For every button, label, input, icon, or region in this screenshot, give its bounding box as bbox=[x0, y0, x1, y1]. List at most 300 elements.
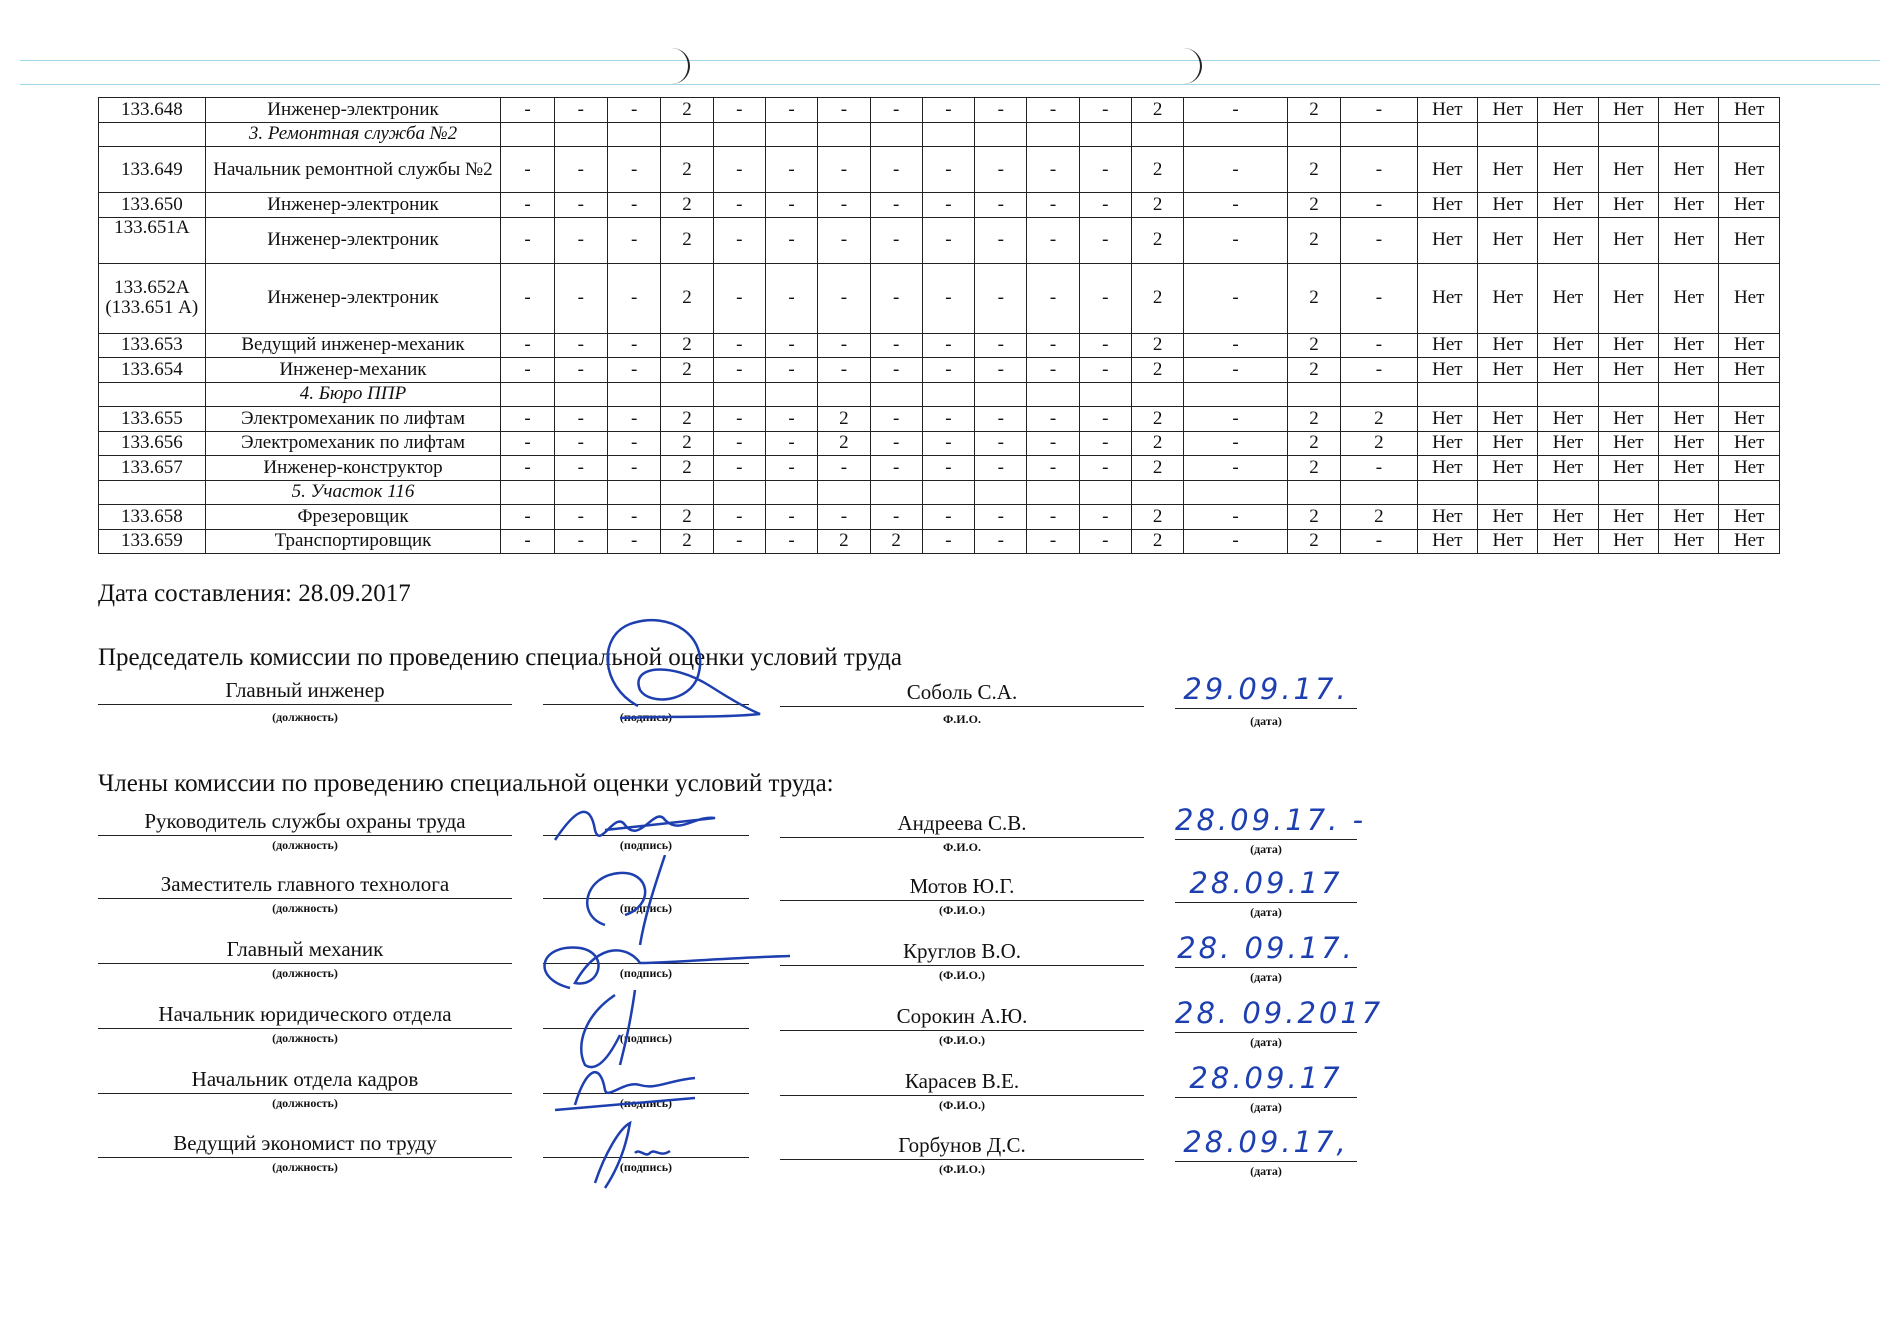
factor-cell: - bbox=[1341, 147, 1417, 193]
section-title: 4. Бюро ППР bbox=[205, 382, 501, 407]
job-title: Ведущий инженер-механик bbox=[205, 333, 501, 358]
factor-cell: - bbox=[713, 431, 765, 456]
name-caption: (Ф.И.О.) bbox=[939, 1098, 985, 1112]
member-position-field bbox=[98, 1067, 512, 1110]
job-title: Фрезеровщик bbox=[205, 505, 501, 530]
factor-cell: Нет bbox=[1417, 217, 1477, 263]
factor-cell: 2 bbox=[1131, 358, 1183, 383]
factor-cell: - bbox=[818, 98, 870, 123]
table-row bbox=[99, 407, 1780, 432]
factor-cell: - bbox=[765, 147, 817, 193]
factor-cell: Нет bbox=[1478, 529, 1538, 554]
workplace-code: 133.658 bbox=[99, 505, 206, 530]
factor-cell: - bbox=[818, 505, 870, 530]
factor-cell: Нет bbox=[1598, 431, 1658, 456]
factor-cell: - bbox=[922, 193, 974, 218]
factor-cell: - bbox=[608, 263, 661, 333]
member-date-field bbox=[1175, 996, 1384, 1049]
factor-cell: - bbox=[554, 98, 607, 123]
factor-cell: - bbox=[975, 407, 1027, 432]
factor-cell: 2 bbox=[1287, 407, 1340, 432]
member-signature-field bbox=[543, 1093, 749, 1110]
factor-cell: Нет bbox=[1719, 505, 1780, 530]
factor-cell: Нет bbox=[1598, 407, 1658, 432]
empty-cell bbox=[1287, 122, 1340, 147]
member-position-field bbox=[98, 1131, 512, 1174]
factor-cell: 2 bbox=[1131, 333, 1183, 358]
workplace-code: 133.648 bbox=[99, 98, 206, 123]
section-title: 5. Участок 116 bbox=[205, 480, 501, 505]
punch-guide-line bbox=[20, 84, 1880, 85]
member-handwritten-date: 28. 09.2017 bbox=[1175, 996, 1384, 1030]
factor-cell: - bbox=[501, 431, 554, 456]
empty-cell bbox=[1184, 382, 1288, 407]
factor-cell: - bbox=[1079, 431, 1131, 456]
job-title: Начальник ремонтной службы №2 bbox=[205, 147, 501, 193]
member-position-field bbox=[98, 937, 512, 980]
member-name-field bbox=[780, 1004, 1144, 1047]
empty-cell bbox=[765, 480, 817, 505]
factor-cell: 2 bbox=[1341, 431, 1417, 456]
empty-cell bbox=[1131, 122, 1183, 147]
factor-cell: - bbox=[975, 505, 1027, 530]
factor-cell: 2 bbox=[1341, 407, 1417, 432]
table-row bbox=[99, 263, 1780, 333]
factor-cell: - bbox=[870, 456, 922, 481]
empty-cell bbox=[1598, 122, 1658, 147]
member-name-field bbox=[780, 1133, 1144, 1176]
member-name: Сорокин А.Ю. bbox=[896, 1004, 1028, 1028]
factor-cell: - bbox=[501, 407, 554, 432]
factor-cell: 2 bbox=[1131, 147, 1183, 193]
table-row bbox=[99, 98, 1780, 123]
chairman-name-field bbox=[780, 680, 1144, 726]
factor-cell: 2 bbox=[1131, 505, 1183, 530]
compilation-date: Дата составления: 28.09.2017 bbox=[98, 580, 411, 607]
factor-cell: Нет bbox=[1659, 98, 1719, 123]
factor-cell: 2 bbox=[661, 333, 713, 358]
factor-cell: - bbox=[713, 333, 765, 358]
factor-cell: - bbox=[1341, 333, 1417, 358]
empty-cell bbox=[870, 382, 922, 407]
factor-cell: - bbox=[765, 193, 817, 218]
factor-cell: - bbox=[818, 263, 870, 333]
empty-cell bbox=[554, 382, 607, 407]
factor-cell: Нет bbox=[1417, 358, 1477, 383]
signature-caption: (подпись) bbox=[619, 966, 673, 980]
section-code-cell bbox=[99, 480, 206, 505]
factor-cell: - bbox=[1079, 505, 1131, 530]
factor-cell: - bbox=[1184, 98, 1288, 123]
factor-cell: - bbox=[1079, 407, 1131, 432]
date-caption: (дата) bbox=[1250, 1164, 1282, 1178]
factor-cell: Нет bbox=[1659, 333, 1719, 358]
factor-cell: - bbox=[501, 333, 554, 358]
factor-cell: Нет bbox=[1478, 407, 1538, 432]
factor-cell: - bbox=[818, 147, 870, 193]
factor-cell: - bbox=[501, 358, 554, 383]
factor-cell: 2 bbox=[1287, 98, 1340, 123]
factor-cell: Нет bbox=[1538, 456, 1598, 481]
factor-cell: - bbox=[1027, 333, 1079, 358]
factor-cell: - bbox=[1027, 98, 1079, 123]
factor-cell: Нет bbox=[1659, 529, 1719, 554]
factor-cell: - bbox=[1027, 193, 1079, 218]
empty-cell bbox=[1659, 480, 1719, 505]
factor-cell: Нет bbox=[1719, 147, 1780, 193]
member-position: Главный механик bbox=[226, 937, 384, 961]
factor-cell: Нет bbox=[1538, 193, 1598, 218]
factor-cell: - bbox=[765, 98, 817, 123]
empty-cell bbox=[661, 122, 713, 147]
factor-cell: Нет bbox=[1659, 263, 1719, 333]
factor-cell: 2 bbox=[661, 456, 713, 481]
factor-cell: Нет bbox=[1417, 98, 1477, 123]
member-name: Карасев В.Е. bbox=[904, 1069, 1020, 1093]
factor-cell: Нет bbox=[1719, 407, 1780, 432]
factor-cell: - bbox=[501, 505, 554, 530]
factor-cell: - bbox=[554, 407, 607, 432]
factor-cell: - bbox=[1079, 358, 1131, 383]
table-row bbox=[99, 529, 1780, 554]
member-signature-field bbox=[543, 963, 749, 980]
factor-cell: Нет bbox=[1598, 217, 1658, 263]
factor-cell: Нет bbox=[1417, 529, 1477, 554]
member-handwritten-date: 28.09.17. - bbox=[1175, 803, 1367, 837]
factor-cell: 2 bbox=[870, 529, 922, 554]
members-heading: Члены комиссии по проведению специальной оценки условий труда: bbox=[98, 770, 834, 797]
empty-cell bbox=[1417, 382, 1477, 407]
workplace-code: 133.650 bbox=[99, 193, 206, 218]
factor-cell: 2 bbox=[1131, 217, 1183, 263]
empty-cell bbox=[1079, 382, 1131, 407]
factor-cell: - bbox=[975, 456, 1027, 481]
factor-cell: - bbox=[1341, 193, 1417, 218]
empty-cell bbox=[1538, 382, 1598, 407]
factor-cell: Нет bbox=[1659, 147, 1719, 193]
factor-cell: - bbox=[1027, 217, 1079, 263]
factor-cell: - bbox=[818, 193, 870, 218]
empty-cell bbox=[870, 480, 922, 505]
factor-cell: - bbox=[922, 217, 974, 263]
factor-cell: - bbox=[922, 431, 974, 456]
factor-cell: - bbox=[554, 431, 607, 456]
factor-cell: - bbox=[765, 217, 817, 263]
empty-cell bbox=[818, 382, 870, 407]
chairman-heading: Председатель комиссии по проведению специальной оценки условий труда bbox=[98, 644, 902, 671]
position-caption: (должность) bbox=[272, 966, 338, 980]
factor-cell: - bbox=[1184, 217, 1288, 263]
factor-cell: 2 bbox=[1131, 456, 1183, 481]
empty-cell bbox=[922, 382, 974, 407]
empty-cell bbox=[1287, 480, 1340, 505]
factor-cell: - bbox=[1027, 263, 1079, 333]
empty-cell bbox=[501, 480, 554, 505]
factor-cell: - bbox=[818, 217, 870, 263]
factor-cell: - bbox=[713, 358, 765, 383]
factor-cell: Нет bbox=[1417, 431, 1477, 456]
signature-caption: (подпись) bbox=[619, 1031, 673, 1045]
signature-caption: (подпись) bbox=[619, 1160, 673, 1174]
factor-cell: 2 bbox=[661, 217, 713, 263]
empty-cell bbox=[870, 122, 922, 147]
factor-cell: - bbox=[1027, 505, 1079, 530]
punch-hole-left bbox=[668, 48, 690, 84]
factor-cell: - bbox=[1184, 431, 1288, 456]
empty-cell bbox=[713, 480, 765, 505]
empty-cell bbox=[1079, 122, 1131, 147]
empty-cell bbox=[1719, 480, 1780, 505]
chairman-position-field bbox=[98, 678, 512, 724]
factor-cell: - bbox=[818, 333, 870, 358]
empty-cell bbox=[975, 382, 1027, 407]
factor-cell: Нет bbox=[1538, 431, 1598, 456]
factor-cell: 2 bbox=[1287, 193, 1340, 218]
empty-cell bbox=[1659, 382, 1719, 407]
chairman-name: Соболь С.А. bbox=[906, 680, 1018, 704]
factor-cell: - bbox=[554, 333, 607, 358]
empty-cell bbox=[1184, 480, 1288, 505]
factor-cell: 2 bbox=[1131, 431, 1183, 456]
factor-cell: - bbox=[975, 217, 1027, 263]
factor-cell: - bbox=[1079, 217, 1131, 263]
empty-cell bbox=[1478, 122, 1538, 147]
factor-cell: Нет bbox=[1719, 98, 1780, 123]
factor-cell: 2 bbox=[661, 529, 713, 554]
factor-cell: Нет bbox=[1538, 147, 1598, 193]
factor-cell: - bbox=[1341, 358, 1417, 383]
factor-cell: - bbox=[870, 431, 922, 456]
member-date-field bbox=[1175, 931, 1357, 984]
position-caption: (должность) bbox=[272, 710, 338, 724]
empty-cell bbox=[975, 480, 1027, 505]
empty-cell bbox=[1341, 382, 1417, 407]
factor-cell: - bbox=[765, 333, 817, 358]
empty-cell bbox=[608, 122, 661, 147]
factor-cell: 2 bbox=[1287, 217, 1340, 263]
factor-cell: - bbox=[1079, 263, 1131, 333]
table-row bbox=[99, 505, 1780, 530]
member-name-field bbox=[780, 874, 1144, 917]
factor-cell: - bbox=[818, 358, 870, 383]
factor-cell: Нет bbox=[1478, 456, 1538, 481]
factor-cell: - bbox=[501, 147, 554, 193]
factor-cell: - bbox=[975, 147, 1027, 193]
factor-cell: - bbox=[870, 333, 922, 358]
empty-cell bbox=[1287, 382, 1340, 407]
factor-cell: - bbox=[765, 505, 817, 530]
factor-cell: - bbox=[922, 456, 974, 481]
name-caption: (Ф.И.О.) bbox=[939, 1162, 985, 1176]
factor-cell: 2 bbox=[661, 505, 713, 530]
signature-caption: (подпись) bbox=[619, 901, 673, 915]
factor-cell: - bbox=[922, 358, 974, 383]
factor-cell: - bbox=[554, 529, 607, 554]
factor-cell: - bbox=[765, 407, 817, 432]
chairman-handwritten-date: 29.09.17. bbox=[1183, 672, 1349, 706]
factor-cell: - bbox=[1027, 407, 1079, 432]
signature-caption: (подпись) bbox=[619, 710, 673, 724]
empty-cell bbox=[1341, 480, 1417, 505]
factor-cell: - bbox=[765, 263, 817, 333]
factor-cell: Нет bbox=[1538, 529, 1598, 554]
factor-cell: - bbox=[713, 193, 765, 218]
empty-cell bbox=[1131, 382, 1183, 407]
factor-cell: Нет bbox=[1417, 505, 1477, 530]
factor-cell: 2 bbox=[1131, 407, 1183, 432]
factor-cell: Нет bbox=[1478, 217, 1538, 263]
factor-cell: - bbox=[554, 456, 607, 481]
member-signature-field bbox=[543, 1157, 749, 1174]
factor-cell: - bbox=[1027, 431, 1079, 456]
empty-cell bbox=[1417, 122, 1477, 147]
factor-cell: Нет bbox=[1659, 217, 1719, 263]
job-title: Инженер-электроник bbox=[205, 263, 501, 333]
factor-cell: - bbox=[608, 147, 661, 193]
member-position: Ведущий экономист по труду bbox=[173, 1131, 437, 1155]
empty-cell bbox=[554, 122, 607, 147]
factor-cell: - bbox=[608, 193, 661, 218]
factor-cell: 2 bbox=[1287, 505, 1340, 530]
factor-cell: Нет bbox=[1719, 431, 1780, 456]
factor-cell: - bbox=[922, 147, 974, 193]
factor-cell: Нет bbox=[1478, 505, 1538, 530]
empty-cell bbox=[1079, 480, 1131, 505]
workplace-code: 133.657 bbox=[99, 456, 206, 481]
section-row bbox=[99, 480, 1780, 505]
factor-cell: - bbox=[1027, 147, 1079, 193]
factor-cell: - bbox=[1079, 147, 1131, 193]
date-caption: (дата) bbox=[1250, 1035, 1282, 1049]
empty-cell bbox=[975, 122, 1027, 147]
empty-cell bbox=[922, 480, 974, 505]
date-caption: (дата) bbox=[1250, 905, 1282, 919]
empty-cell bbox=[922, 122, 974, 147]
factor-cell: - bbox=[713, 263, 765, 333]
date-caption: (дата) bbox=[1250, 842, 1282, 856]
factor-cell: Нет bbox=[1478, 193, 1538, 218]
factor-cell: - bbox=[1341, 263, 1417, 333]
member-position-field bbox=[98, 809, 512, 852]
name-caption: (Ф.И.О.) bbox=[939, 903, 985, 917]
name-caption: Ф.И.О. bbox=[943, 712, 981, 726]
empty-cell bbox=[818, 122, 870, 147]
member-position: Начальник отдела кадров bbox=[191, 1067, 419, 1091]
factor-cell: 2 bbox=[661, 193, 713, 218]
factor-cell: Нет bbox=[1719, 358, 1780, 383]
member-position-field bbox=[98, 1002, 512, 1045]
empty-cell bbox=[554, 480, 607, 505]
factor-cell: Нет bbox=[1719, 193, 1780, 218]
member-handwritten-date: 28.09.17, bbox=[1183, 1125, 1349, 1159]
empty-cell bbox=[1478, 480, 1538, 505]
factor-cell: Нет bbox=[1478, 333, 1538, 358]
factor-cell: 2 bbox=[661, 407, 713, 432]
factor-cell: - bbox=[1341, 217, 1417, 263]
factor-cell: Нет bbox=[1417, 407, 1477, 432]
factor-cell: - bbox=[1079, 193, 1131, 218]
assessment-results-table bbox=[98, 97, 1780, 554]
position-caption: (должность) bbox=[272, 1160, 338, 1174]
factor-cell: 2 bbox=[1287, 431, 1340, 456]
factor-cell: 2 bbox=[818, 529, 870, 554]
position-caption: (должность) bbox=[272, 838, 338, 852]
factor-cell: Нет bbox=[1598, 358, 1658, 383]
factor-cell: - bbox=[765, 456, 817, 481]
factor-cell: Нет bbox=[1659, 456, 1719, 481]
factor-cell: - bbox=[975, 98, 1027, 123]
empty-cell bbox=[1598, 480, 1658, 505]
factor-cell: 2 bbox=[818, 407, 870, 432]
date-caption: (дата) bbox=[1250, 1100, 1282, 1114]
factor-cell: Нет bbox=[1538, 217, 1598, 263]
empty-cell bbox=[1719, 122, 1780, 147]
factor-cell: Нет bbox=[1478, 358, 1538, 383]
chairman-date-field bbox=[1175, 672, 1357, 728]
factor-cell: - bbox=[922, 407, 974, 432]
empty-cell bbox=[1027, 122, 1079, 147]
factor-cell: - bbox=[501, 456, 554, 481]
factor-cell: - bbox=[1341, 456, 1417, 481]
factor-cell: - bbox=[608, 407, 661, 432]
workplace-code: 133.653 bbox=[99, 333, 206, 358]
member-signature-field bbox=[543, 835, 749, 852]
factor-cell: Нет bbox=[1598, 193, 1658, 218]
factor-cell: 2 bbox=[1341, 505, 1417, 530]
factor-cell: - bbox=[713, 147, 765, 193]
factor-cell: - bbox=[1184, 407, 1288, 432]
factor-cell: - bbox=[1079, 456, 1131, 481]
factor-cell: - bbox=[1341, 529, 1417, 554]
factor-cell: - bbox=[870, 147, 922, 193]
factor-cell: - bbox=[501, 217, 554, 263]
table-row bbox=[99, 333, 1780, 358]
factor-cell: Нет bbox=[1598, 456, 1658, 481]
member-handwritten-date: 28.09.17 bbox=[1189, 866, 1343, 900]
empty-cell bbox=[608, 480, 661, 505]
factor-cell: 2 bbox=[661, 263, 713, 333]
factor-cell: - bbox=[608, 333, 661, 358]
empty-cell bbox=[713, 382, 765, 407]
factor-cell: - bbox=[870, 358, 922, 383]
factor-cell: - bbox=[608, 217, 661, 263]
factor-cell: - bbox=[975, 358, 1027, 383]
member-name: Мотов Ю.Г. bbox=[909, 874, 1015, 898]
position-caption: (должность) bbox=[272, 901, 338, 915]
factor-cell: - bbox=[608, 505, 661, 530]
factor-cell: - bbox=[608, 98, 661, 123]
member-date-field bbox=[1175, 1061, 1357, 1114]
factor-cell: - bbox=[1027, 529, 1079, 554]
factor-cell: Нет bbox=[1719, 333, 1780, 358]
factor-cell: - bbox=[713, 505, 765, 530]
factor-cell: Нет bbox=[1478, 147, 1538, 193]
factor-cell: - bbox=[1079, 529, 1131, 554]
chairman-position: Главный инженер bbox=[225, 678, 385, 702]
factor-cell: - bbox=[765, 431, 817, 456]
member-signature-field bbox=[543, 1028, 749, 1045]
table-row bbox=[99, 217, 1780, 263]
factor-cell: Нет bbox=[1417, 147, 1477, 193]
factor-cell: - bbox=[713, 407, 765, 432]
factor-cell: 2 bbox=[661, 98, 713, 123]
workplace-code: 133.649 bbox=[99, 147, 206, 193]
factor-cell: - bbox=[554, 147, 607, 193]
factor-cell: - bbox=[608, 358, 661, 383]
empty-cell bbox=[765, 122, 817, 147]
date-caption: (дата) bbox=[1250, 714, 1282, 728]
job-title: Инженер-электроник bbox=[205, 193, 501, 218]
